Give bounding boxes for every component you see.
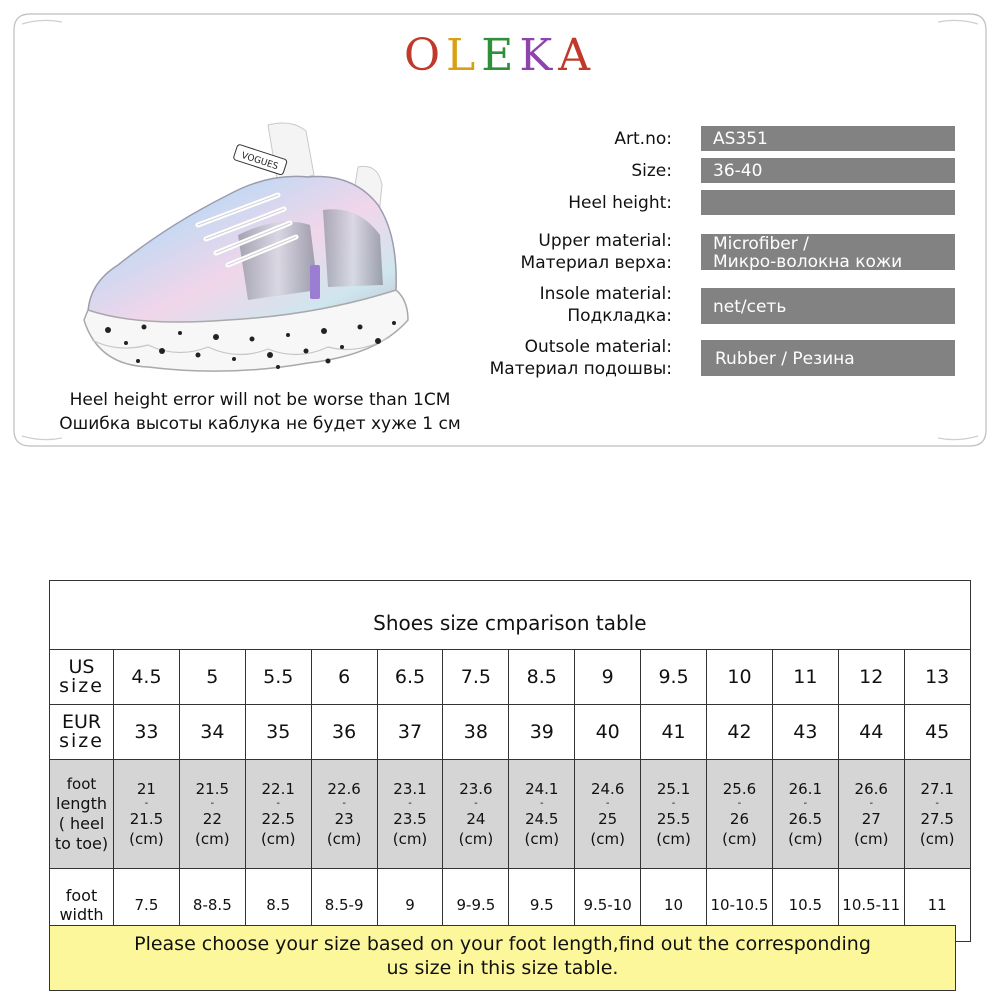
- us-size-cell: 10: [707, 650, 773, 705]
- us-size-cell: 9.5: [641, 650, 707, 705]
- foot-length-cell: 26.1 - 26.5 (cm): [772, 760, 838, 869]
- spec-label-ru: Подкладка: [567, 306, 667, 326]
- spec-value-ru: Микро-волокна кожи: [713, 252, 903, 272]
- eur-size-cell: 41: [641, 705, 707, 760]
- foot-length-cell: 25.6 - 26 (cm): [707, 760, 773, 869]
- foot-width-cell: 10-10.5: [707, 869, 773, 942]
- logo-letter: K: [519, 30, 559, 81]
- foot-width-cell: 7.5: [114, 869, 180, 942]
- foot-length-cell: 24.1 - 24.5 (cm): [509, 760, 575, 869]
- spec-value-box: [701, 158, 955, 183]
- notice-line-2: us size in this size table.: [386, 957, 619, 979]
- foot-width-cell: 10.5: [772, 869, 838, 942]
- spec-label: Heel height: [568, 193, 667, 213]
- eur-size-header: EUR size: [50, 705, 114, 760]
- spec-label: Art.no: [614, 129, 667, 149]
- spec-value: AS351: [713, 129, 768, 149]
- us-size-header: US size: [50, 650, 114, 705]
- eur-size-cell: 43: [772, 705, 838, 760]
- foot-width-cell: 8.5: [245, 869, 311, 942]
- eur-size-cell: 45: [904, 705, 970, 760]
- eur-size-cell: 42: [707, 705, 773, 760]
- logo-letter: O: [403, 30, 447, 81]
- spec-value-box: [701, 288, 955, 324]
- us-size-cell: 12: [838, 650, 904, 705]
- spec-value: net/сеть: [713, 297, 787, 317]
- foot-length-cell: 22.1 - 22.5 (cm): [245, 760, 311, 869]
- logo-letter: A: [558, 30, 597, 81]
- eur-size-cell: 38: [443, 705, 509, 760]
- us-size-cell: 5.5: [245, 650, 311, 705]
- foot-width-cell: 9: [377, 869, 443, 942]
- us-size-cell: 7.5: [443, 650, 509, 705]
- eur-size-cell: 40: [575, 705, 641, 760]
- logo-letter: L: [446, 30, 482, 81]
- foot-length-cell: 21 - 21.5 (cm): [114, 760, 180, 869]
- us-size-cell: 6.5: [377, 650, 443, 705]
- size-advice-notice: [49, 925, 956, 991]
- size-comparison-table: [49, 580, 956, 942]
- notice-line-1: Please choose your size based on your foot length,find out the corresponding: [134, 933, 871, 955]
- spec-value: Rubber / Резина: [715, 349, 855, 369]
- foot-width-cell: 9.5: [509, 869, 575, 942]
- eur-size-cell: 35: [245, 705, 311, 760]
- foot-width-cell: 9-9.5: [443, 869, 509, 942]
- spec-value-box: [701, 340, 955, 376]
- heel-note-en: Heel height error will not be worse than 1CM: [69, 390, 451, 410]
- spec-label-ru: Материал подошвы: [489, 359, 667, 379]
- spec-value: Microfiber /: [713, 234, 809, 254]
- foot-width-cell: 11: [904, 869, 970, 942]
- spec-label: Outsole material: [524, 337, 667, 357]
- logo-letter: E: [481, 30, 520, 81]
- us-size-cell: 9: [575, 650, 641, 705]
- foot-width-cell: 10.5-11: [838, 869, 904, 942]
- us-size-cell: 5: [179, 650, 245, 705]
- spec-value-box: [701, 234, 955, 270]
- us-size-cell: 8.5: [509, 650, 575, 705]
- us-size-cell: 4.5: [114, 650, 180, 705]
- foot-length-cell: 21.5 - 22 (cm): [179, 760, 245, 869]
- foot-width-header: foot width: [50, 869, 114, 942]
- spec-label: Insole material: [539, 284, 667, 304]
- us-size-cell: 6: [311, 650, 377, 705]
- spec-value: 36-40: [713, 161, 763, 181]
- us-size-cell: 11: [772, 650, 838, 705]
- eur-size-cell: 34: [179, 705, 245, 760]
- eur-size-cell: 36: [311, 705, 377, 760]
- spec-value-box: [701, 126, 955, 151]
- foot-length-cell: 23.6 - 24 (cm): [443, 760, 509, 869]
- foot-length-cell: 25.1 - 25.5 (cm): [641, 760, 707, 869]
- spec-label: Size: [631, 161, 667, 181]
- foot-length-cell: 23.1 - 23.5 (cm): [377, 760, 443, 869]
- us-size-cell: 13: [904, 650, 970, 705]
- spec-value-box: [701, 190, 955, 215]
- foot-width-cell: 8-8.5: [179, 869, 245, 942]
- foot-width-cell: 8.5-9: [311, 869, 377, 942]
- foot-width-cell: 10: [641, 869, 707, 942]
- spec-label-ru: Материал верха: [520, 253, 667, 273]
- foot-width-cell: 9.5-10: [575, 869, 641, 942]
- foot-length-cell: 24.6 - 25 (cm): [575, 760, 641, 869]
- brand-logo: [0, 30, 1000, 81]
- foot-length-cell: 26.6 - 27 (cm): [838, 760, 904, 869]
- eur-size-row: [50, 705, 971, 760]
- foot-length-header: foot length ( heel to toe): [50, 760, 114, 869]
- eur-size-cell: 37: [377, 705, 443, 760]
- eur-size-cell: 39: [509, 705, 575, 760]
- us-size-row: [50, 650, 971, 705]
- badge-text: VOGUES: [239, 150, 280, 173]
- eur-size-cell: 33: [114, 705, 180, 760]
- spec-label: Upper material: [538, 231, 667, 251]
- foot-length-cell: 22.6 - 23 (cm): [311, 760, 377, 869]
- sneaker-image: [78, 115, 418, 385]
- eur-size-cell: 44: [838, 705, 904, 760]
- heel-note-ru: Ошибка высоты каблука не будет хуже 1 см: [59, 414, 461, 434]
- foot-length-cell: 27.1 - 27.5 (cm): [904, 760, 970, 869]
- table-title: Shoes size cmparison table: [50, 581, 971, 650]
- foot-length-row: [50, 760, 971, 869]
